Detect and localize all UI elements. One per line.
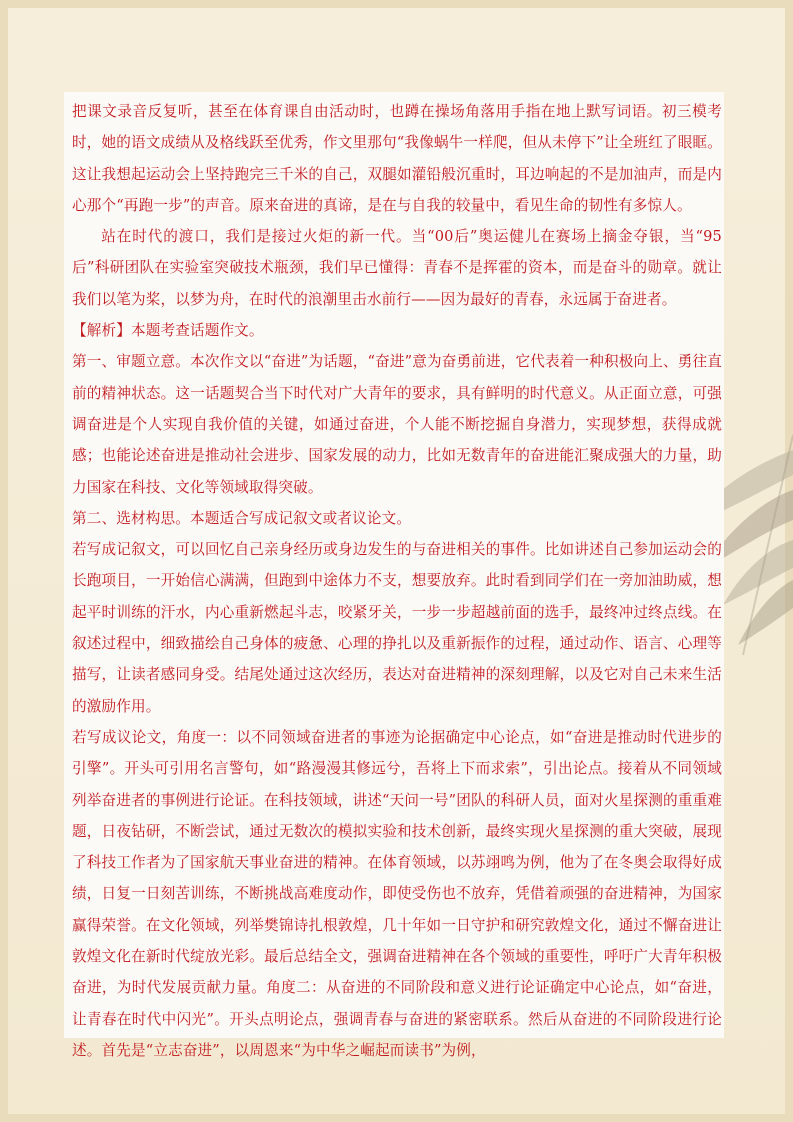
paragraph-2: 站在时代的渡口，我们是接过火炬的新一代。当“00后”奥运健儿在赛场上摘金夺银，当“95后”科研团队在实验室突破技术瓶颈，我们早已懂得：青春不是挥霍的资本，而是奋斗的勋章。就让我们以笔为桨，以梦为舟，在时代的浪潮里击水前行——因为最好的青春，永远属于奋进者。 — [72, 228, 722, 308]
paragraph-narrative: 若写成记叙文，可以回忆自己亲身经历或身边发生的与奋进相关的事件。比如讲述自己参加运动会的长跑项目，一开始信心满满，但跑到中途体力不支，想要放弃。此时看到同学们在一旁加油助威，想起平时训练的汗水，内心重新燃起斗志，咬紧牙关，一步一步超越前面的选手，最终冲过终点线。在叙述过程中，细致描绘自己身体的疲惫、心理的挣扎以及重新振作的过程，通过动作、语言、心理等描写，让读者感同身受。结尾处通过这次经历，表达对奋进精神的深刻理解，以及它对自己未来生活的激励作用。 — [72, 541, 722, 715]
analysis-heading: 【解析】本题考查话题作文。 — [72, 322, 264, 340]
paragraph-theme: 第一、审题立意。本次作文以“奋进”为话题，“奋进”意为奋勇前进，它代表着一种积极向上、勇往直前的精神状态。这一话题契合当下时代对广大青年的要求，具有鲜明的时代意义。从正面立意，可强调奋进是个人实现自我价值的关键，如通过奋进，个人能不断挖掘自身潜力，实现梦想，获得成就感；也能论述奋进是推动社会进步、国家发展的动力，比如无数青年的奋进能汇聚成强大的力量，助力国家在科技、文化等领域取得突破。 — [72, 353, 722, 496]
paragraph-material: 第二、选材构思。本题适合写成记叙文或者议论文。 — [72, 509, 412, 527]
paragraph-argument: 若写成议论文，角度一：以不同领域奋进者的事迹为论据确定中心论点，如“奋进是推动时代进步的引擎”。开头可引用名言警句，如“路漫漫其修远兮，吾将上下而求索”，引出论点。接着从不同领域列举奋进者的事例进行论证。在科技领域，讲述“天问一号”团队的科研人员，面对火星探测的重重难题，日夜钻研，不断尝试，通过无数次的模拟实验和技术创新，最终实现火星探测的重大突破，展现了科技工作者为了国家航天事业奋进的精神。在体育领域，以苏翊鸣为例，他为了在冬奥会取得好成绩，日复一日刻苦训练，不断挑战高难度动作，即使受伤也不放弃，凭借着顽强的奋进精神，为国家赢得荣誉。在文化领域，列举樊锦诗扎根敦煌，几十年如一日守护和研究敦煌文化，通过不懈奋进让敦煌文化在新时代绽放光彩。最后总结全文，强调奋进精神在各个领域的重要性，呼吁广大青年积极奋进，为时代发展贡献力量。角度二：从奋进的不同阶段和意义进行论证确定中心论点，如“奋进，让青春在时代中闪光”。开头点明论点，强调青春与奋进的紧密联系。然后从奋进的不同阶段进行论述。首先是“立志奋进”，以周恩来“为中华之崛起而读书”为例， — [72, 728, 722, 1059]
document-body — [72, 96, 722, 1066]
paragraph-1: 把课文录音反复听，甚至在体育课自由活动时，也蹲在操场角落用手指在地上默写词语。初三模考时，她的语文成绩从及格线跃至优秀，作文里那句“我像蜗牛一样爬，但从未停下”让全班红了眼眶。这让我想起运动会上坚持跑完三千米的自己，双腿如灌铅般沉重时，耳边响起的不是加油声，而是内心那个“再跑一步”的声音。原来奋进的真谛，是在与自我的较量中，看见生命的韧性有多惊人。 — [72, 103, 722, 214]
